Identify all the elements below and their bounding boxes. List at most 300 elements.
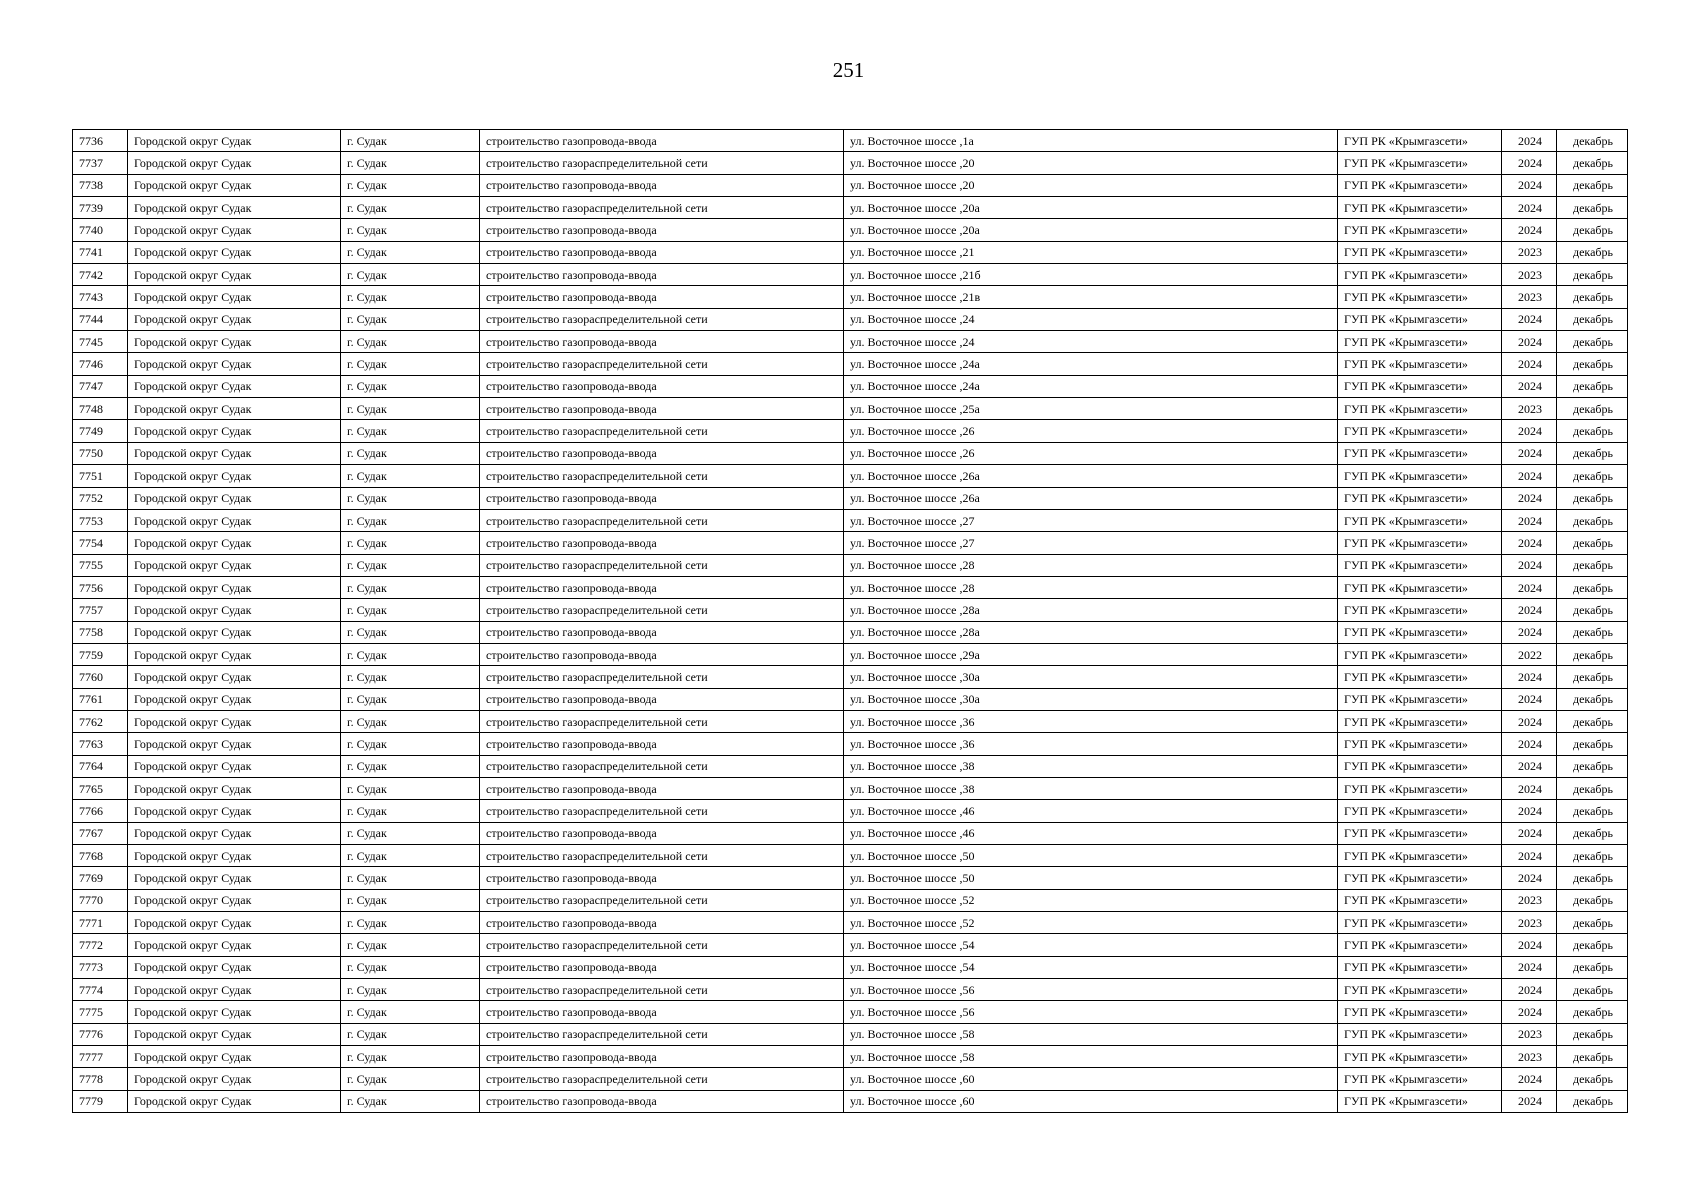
year-cell: 2024 — [1502, 867, 1557, 889]
address-cell: ул. Восточное шоссе ,26а — [844, 487, 1338, 509]
month-cell: декабрь — [1557, 777, 1628, 799]
table-row — [73, 666, 1628, 688]
address-cell: ул. Восточное шоссе ,24а — [844, 375, 1338, 397]
district-cell: Городской округ Судак — [128, 308, 341, 330]
city-cell: г. Судак — [341, 1001, 480, 1023]
month-cell: декабрь — [1557, 420, 1628, 442]
district-cell: Городской округ Судак — [128, 286, 341, 308]
row-number-cell: 7776 — [73, 1023, 128, 1045]
table-row — [73, 554, 1628, 576]
month-cell: декабрь — [1557, 666, 1628, 688]
address-cell: ул. Восточное шоссе ,30а — [844, 666, 1338, 688]
work-type-cell: строительство газопровода-ввода — [480, 912, 844, 934]
organization-cell: ГУП РК «Крымгазсети» — [1338, 755, 1502, 777]
address-cell: ул. Восточное шоссе ,25а — [844, 398, 1338, 420]
district-cell: Городской округ Судак — [128, 1068, 341, 1090]
organization-cell: ГУП РК «Крымгазсети» — [1338, 375, 1502, 397]
district-cell: Городской округ Судак — [128, 420, 341, 442]
district-cell: Городской округ Судак — [128, 264, 341, 286]
address-cell: ул. Восточное шоссе ,21 — [844, 241, 1338, 263]
year-cell: 2024 — [1502, 353, 1557, 375]
address-cell: ул. Восточное шоссе ,52 — [844, 889, 1338, 911]
row-number-cell: 7762 — [73, 710, 128, 732]
month-cell: декабрь — [1557, 197, 1628, 219]
organization-cell: ГУП РК «Крымгазсети» — [1338, 576, 1502, 598]
work-type-cell: строительство газораспределительной сети — [480, 420, 844, 442]
district-cell: Городской округ Судак — [128, 934, 341, 956]
row-number-cell: 7766 — [73, 800, 128, 822]
address-cell: ул. Восточное шоссе ,29а — [844, 643, 1338, 665]
organization-cell: ГУП РК «Крымгазсети» — [1338, 666, 1502, 688]
work-type-cell: строительство газопровода-ввода — [480, 621, 844, 643]
month-cell: декабрь — [1557, 442, 1628, 464]
city-cell: г. Судак — [341, 197, 480, 219]
work-type-cell: строительство газораспределительной сети — [480, 197, 844, 219]
work-type-cell: строительство газопровода-ввода — [480, 643, 844, 665]
address-cell: ул. Восточное шоссе ,36 — [844, 710, 1338, 732]
year-cell: 2024 — [1502, 979, 1557, 1001]
city-cell: г. Судак — [341, 152, 480, 174]
month-cell: декабрь — [1557, 264, 1628, 286]
address-cell: ул. Восточное шоссе ,27 — [844, 509, 1338, 531]
row-number-cell: 7738 — [73, 174, 128, 196]
address-cell: ул. Восточное шоссе ,60 — [844, 1068, 1338, 1090]
work-type-cell: строительство газораспределительной сети — [480, 889, 844, 911]
organization-cell: ГУП РК «Крымгазсети» — [1338, 822, 1502, 844]
organization-cell: ГУП РК «Крымгазсети» — [1338, 241, 1502, 263]
year-cell: 2024 — [1502, 532, 1557, 554]
district-cell: Городской округ Судак — [128, 755, 341, 777]
month-cell: декабрь — [1557, 621, 1628, 643]
year-cell: 2024 — [1502, 934, 1557, 956]
year-cell: 2024 — [1502, 487, 1557, 509]
year-cell: 2024 — [1502, 1068, 1557, 1090]
month-cell: декабрь — [1557, 599, 1628, 621]
district-cell: Городской округ Судак — [128, 576, 341, 598]
organization-cell: ГУП РК «Крымгазсети» — [1338, 1090, 1502, 1112]
work-type-cell: строительство газораспределительной сети — [480, 800, 844, 822]
year-cell: 2023 — [1502, 241, 1557, 263]
table-row — [73, 1090, 1628, 1112]
address-cell: ул. Восточное шоссе ,56 — [844, 1001, 1338, 1023]
work-type-cell: строительство газораспределительной сети — [480, 509, 844, 531]
table-row — [73, 800, 1628, 822]
year-cell: 2023 — [1502, 1046, 1557, 1068]
month-cell: декабрь — [1557, 487, 1628, 509]
table-row — [73, 755, 1628, 777]
organization-cell: ГУП РК «Крымгазсети» — [1338, 398, 1502, 420]
city-cell: г. Судак — [341, 599, 480, 621]
month-cell: декабрь — [1557, 643, 1628, 665]
city-cell: г. Судак — [341, 800, 480, 822]
table-row — [73, 777, 1628, 799]
organization-cell: ГУП РК «Крымгазсети» — [1338, 979, 1502, 1001]
row-number-cell: 7746 — [73, 353, 128, 375]
district-cell: Городской округ Судак — [128, 845, 341, 867]
organization-cell: ГУП РК «Крымгазсети» — [1338, 130, 1502, 152]
address-cell: ул. Восточное шоссе ,46 — [844, 822, 1338, 844]
row-number-cell: 7745 — [73, 331, 128, 353]
district-cell: Городской округ Судак — [128, 554, 341, 576]
work-type-cell: строительство газораспределительной сети — [480, 755, 844, 777]
work-type-cell: строительство газопровода-ввода — [480, 286, 844, 308]
address-cell: ул. Восточное шоссе ,28 — [844, 554, 1338, 576]
organization-cell: ГУП РК «Крымгазсети» — [1338, 1068, 1502, 1090]
month-cell: декабрь — [1557, 822, 1628, 844]
organization-cell: ГУП РК «Крымгазсети» — [1338, 867, 1502, 889]
row-number-cell: 7759 — [73, 643, 128, 665]
address-cell: ул. Восточное шоссе ,58 — [844, 1023, 1338, 1045]
organization-cell: ГУП РК «Крымгазсети» — [1338, 442, 1502, 464]
district-cell: Городской округ Судак — [128, 800, 341, 822]
row-number-cell: 7770 — [73, 889, 128, 911]
table-row — [73, 710, 1628, 732]
year-cell: 2024 — [1502, 800, 1557, 822]
city-cell: г. Судак — [341, 979, 480, 1001]
row-number-cell: 7742 — [73, 264, 128, 286]
month-cell: декабрь — [1557, 688, 1628, 710]
row-number-cell: 7752 — [73, 487, 128, 509]
year-cell: 2024 — [1502, 308, 1557, 330]
table-row — [73, 286, 1628, 308]
work-type-cell: строительство газораспределительной сети — [480, 465, 844, 487]
organization-cell: ГУП РК «Крымгазсети» — [1338, 599, 1502, 621]
table-row — [73, 152, 1628, 174]
address-cell: ул. Восточное шоссе ,60 — [844, 1090, 1338, 1112]
work-type-cell: строительство газораспределительной сети — [480, 979, 844, 1001]
address-cell: ул. Восточное шоссе ,52 — [844, 912, 1338, 934]
city-cell: г. Судак — [341, 733, 480, 755]
year-cell: 2023 — [1502, 1023, 1557, 1045]
city-cell: г. Судак — [341, 532, 480, 554]
organization-cell: ГУП РК «Крымгазсети» — [1338, 956, 1502, 978]
year-cell: 2024 — [1502, 509, 1557, 531]
month-cell: декабрь — [1557, 1090, 1628, 1112]
row-number-cell: 7757 — [73, 599, 128, 621]
organization-cell: ГУП РК «Крымгазсети» — [1338, 912, 1502, 934]
organization-cell: ГУП РК «Крымгазсети» — [1338, 286, 1502, 308]
table-row — [73, 308, 1628, 330]
row-number-cell: 7767 — [73, 822, 128, 844]
year-cell: 2024 — [1502, 1090, 1557, 1112]
address-cell: ул. Восточное шоссе ,50 — [844, 845, 1338, 867]
work-type-cell: строительство газопровода-ввода — [480, 956, 844, 978]
district-cell: Городской округ Судак — [128, 241, 341, 263]
city-cell: г. Судак — [341, 219, 480, 241]
work-type-cell: строительство газораспределительной сети — [480, 152, 844, 174]
organization-cell: ГУП РК «Крымгазсети» — [1338, 1046, 1502, 1068]
organization-cell: ГУП РК «Крымгазсети» — [1338, 1023, 1502, 1045]
table-body — [73, 130, 1628, 1113]
table-row — [73, 509, 1628, 531]
work-type-cell: строительство газопровода-ввода — [480, 1001, 844, 1023]
year-cell: 2023 — [1502, 398, 1557, 420]
month-cell: декабрь — [1557, 219, 1628, 241]
table-row — [73, 398, 1628, 420]
work-type-cell: строительство газораспределительной сети — [480, 308, 844, 330]
year-cell: 2024 — [1502, 197, 1557, 219]
district-cell: Городской округ Судак — [128, 331, 341, 353]
row-number-cell: 7764 — [73, 755, 128, 777]
year-cell: 2023 — [1502, 912, 1557, 934]
row-number-cell: 7741 — [73, 241, 128, 263]
row-number-cell: 7755 — [73, 554, 128, 576]
row-number-cell: 7748 — [73, 398, 128, 420]
organization-cell: ГУП РК «Крымгазсети» — [1338, 889, 1502, 911]
row-number-cell: 7751 — [73, 465, 128, 487]
district-cell: Городской округ Судак — [128, 1001, 341, 1023]
table-row — [73, 1046, 1628, 1068]
organization-cell: ГУП РК «Крымгазсети» — [1338, 152, 1502, 174]
work-type-cell: строительство газопровода-ввода — [480, 733, 844, 755]
district-cell: Городской округ Судак — [128, 174, 341, 196]
table-row — [73, 219, 1628, 241]
table-row — [73, 420, 1628, 442]
work-type-cell: строительство газопровода-ввода — [480, 777, 844, 799]
table-row — [73, 1023, 1628, 1045]
row-number-cell: 7754 — [73, 532, 128, 554]
organization-cell: ГУП РК «Крымгазсети» — [1338, 174, 1502, 196]
month-cell: декабрь — [1557, 800, 1628, 822]
row-number-cell: 7772 — [73, 934, 128, 956]
year-cell: 2024 — [1502, 599, 1557, 621]
organization-cell: ГУП РК «Крымгазсети» — [1338, 308, 1502, 330]
year-cell: 2024 — [1502, 710, 1557, 732]
city-cell: г. Судак — [341, 934, 480, 956]
row-number-cell: 7756 — [73, 576, 128, 598]
district-cell: Городской округ Судак — [128, 219, 341, 241]
address-cell: ул. Восточное шоссе ,56 — [844, 979, 1338, 1001]
city-cell: г. Судак — [341, 308, 480, 330]
month-cell: декабрь — [1557, 710, 1628, 732]
city-cell: г. Судак — [341, 241, 480, 263]
month-cell: декабрь — [1557, 1001, 1628, 1023]
month-cell: декабрь — [1557, 1046, 1628, 1068]
district-cell: Городской округ Судак — [128, 956, 341, 978]
address-cell: ул. Восточное шоссе ,58 — [844, 1046, 1338, 1068]
year-cell: 2024 — [1502, 465, 1557, 487]
row-number-cell: 7777 — [73, 1046, 128, 1068]
year-cell: 2024 — [1502, 174, 1557, 196]
table-row — [73, 465, 1628, 487]
row-number-cell: 7765 — [73, 777, 128, 799]
year-cell: 2024 — [1502, 442, 1557, 464]
work-type-cell: строительство газораспределительной сети — [480, 710, 844, 732]
gas-works-table — [72, 129, 1628, 1113]
work-type-cell: строительство газопровода-ввода — [480, 1090, 844, 1112]
year-cell: 2024 — [1502, 331, 1557, 353]
table-row — [73, 688, 1628, 710]
district-cell: Городской округ Судак — [128, 643, 341, 665]
city-cell: г. Судак — [341, 554, 480, 576]
month-cell: декабрь — [1557, 554, 1628, 576]
city-cell: г. Судак — [341, 822, 480, 844]
work-type-cell: строительство газораспределительной сети — [480, 845, 844, 867]
row-number-cell: 7771 — [73, 912, 128, 934]
year-cell: 2024 — [1502, 576, 1557, 598]
organization-cell: ГУП РК «Крымгазсети» — [1338, 733, 1502, 755]
work-type-cell: строительство газораспределительной сети — [480, 934, 844, 956]
table-row — [73, 599, 1628, 621]
table-row — [73, 353, 1628, 375]
city-cell: г. Судак — [341, 666, 480, 688]
address-cell: ул. Восточное шоссе ,20 — [844, 174, 1338, 196]
month-cell: декабрь — [1557, 733, 1628, 755]
district-cell: Городской округ Судак — [128, 1046, 341, 1068]
district-cell: Городской округ Судак — [128, 152, 341, 174]
table-row — [73, 442, 1628, 464]
organization-cell: ГУП РК «Крымгазсети» — [1338, 688, 1502, 710]
organization-cell: ГУП РК «Крымгазсети» — [1338, 331, 1502, 353]
work-type-cell: строительство газопровода-ввода — [480, 487, 844, 509]
work-type-cell: строительство газораспределительной сети — [480, 599, 844, 621]
city-cell: г. Судак — [341, 465, 480, 487]
city-cell: г. Судак — [341, 353, 480, 375]
month-cell: декабрь — [1557, 889, 1628, 911]
table-row — [73, 532, 1628, 554]
organization-cell: ГУП РК «Крымгазсети» — [1338, 710, 1502, 732]
city-cell: г. Судак — [341, 912, 480, 934]
organization-cell: ГУП РК «Крымгазсети» — [1338, 643, 1502, 665]
organization-cell: ГУП РК «Крымгазсети» — [1338, 264, 1502, 286]
table-row — [73, 979, 1628, 1001]
district-cell: Городской округ Судак — [128, 710, 341, 732]
city-cell: г. Судак — [341, 867, 480, 889]
address-cell: ул. Восточное шоссе ,30а — [844, 688, 1338, 710]
organization-cell: ГУП РК «Крымгазсети» — [1338, 353, 1502, 375]
address-cell: ул. Восточное шоссе ,28а — [844, 599, 1338, 621]
city-cell: г. Судак — [341, 420, 480, 442]
month-cell: декабрь — [1557, 152, 1628, 174]
row-number-cell: 7758 — [73, 621, 128, 643]
district-cell: Городской округ Судак — [128, 375, 341, 397]
month-cell: декабрь — [1557, 286, 1628, 308]
district-cell: Городской округ Судак — [128, 398, 341, 420]
district-cell: Городской округ Судак — [128, 442, 341, 464]
row-number-cell: 7739 — [73, 197, 128, 219]
row-number-cell: 7761 — [73, 688, 128, 710]
address-cell: ул. Восточное шоссе ,38 — [844, 755, 1338, 777]
city-cell: г. Судак — [341, 956, 480, 978]
address-cell: ул. Восточное шоссе ,24 — [844, 331, 1338, 353]
city-cell: г. Судак — [341, 621, 480, 643]
city-cell: г. Судак — [341, 576, 480, 598]
table-row — [73, 845, 1628, 867]
city-cell: г. Судак — [341, 889, 480, 911]
row-number-cell: 7747 — [73, 375, 128, 397]
row-number-cell: 7779 — [73, 1090, 128, 1112]
city-cell: г. Судак — [341, 264, 480, 286]
year-cell: 2023 — [1502, 264, 1557, 286]
row-number-cell: 7768 — [73, 845, 128, 867]
row-number-cell: 7750 — [73, 442, 128, 464]
year-cell: 2024 — [1502, 777, 1557, 799]
district-cell: Городской округ Судак — [128, 688, 341, 710]
work-type-cell: строительство газопровода-ввода — [480, 241, 844, 263]
district-cell: Городской округ Судак — [128, 621, 341, 643]
organization-cell: ГУП РК «Крымгазсети» — [1338, 219, 1502, 241]
year-cell: 2024 — [1502, 130, 1557, 152]
year-cell: 2024 — [1502, 621, 1557, 643]
work-type-cell: строительство газопровода-ввода — [480, 331, 844, 353]
month-cell: декабрь — [1557, 130, 1628, 152]
organization-cell: ГУП РК «Крымгазсети» — [1338, 532, 1502, 554]
month-cell: декабрь — [1557, 241, 1628, 263]
month-cell: декабрь — [1557, 956, 1628, 978]
table-row — [73, 375, 1628, 397]
city-cell: г. Судак — [341, 375, 480, 397]
work-type-cell: строительство газопровода-ввода — [480, 130, 844, 152]
district-cell: Городской округ Судак — [128, 912, 341, 934]
address-cell: ул. Восточное шоссе ,26 — [844, 442, 1338, 464]
table-row — [73, 643, 1628, 665]
city-cell: г. Судак — [341, 1023, 480, 1045]
month-cell: декабрь — [1557, 845, 1628, 867]
month-cell: декабрь — [1557, 1068, 1628, 1090]
address-cell: ул. Восточное шоссе ,50 — [844, 867, 1338, 889]
address-cell: ул. Восточное шоссе ,20 — [844, 152, 1338, 174]
year-cell: 2024 — [1502, 219, 1557, 241]
row-number-cell: 7773 — [73, 956, 128, 978]
address-cell: ул. Восточное шоссе ,54 — [844, 934, 1338, 956]
row-number-cell: 7740 — [73, 219, 128, 241]
city-cell: г. Судак — [341, 487, 480, 509]
city-cell: г. Судак — [341, 1068, 480, 1090]
district-cell: Городской округ Судак — [128, 733, 341, 755]
district-cell: Городской округ Судак — [128, 130, 341, 152]
row-number-cell: 7743 — [73, 286, 128, 308]
table-row — [73, 934, 1628, 956]
address-cell: ул. Восточное шоссе ,38 — [844, 777, 1338, 799]
year-cell: 2024 — [1502, 554, 1557, 576]
page-number: 251 — [832, 58, 865, 82]
work-type-cell: строительство газопровода-ввода — [480, 532, 844, 554]
district-cell: Городской округ Судак — [128, 353, 341, 375]
table-row — [73, 174, 1628, 196]
address-cell: ул. Восточное шоссе ,21в — [844, 286, 1338, 308]
address-cell: ул. Восточное шоссе ,28 — [844, 576, 1338, 598]
table-row — [73, 576, 1628, 598]
month-cell: декабрь — [1557, 979, 1628, 1001]
work-type-cell: строительство газораспределительной сети — [480, 353, 844, 375]
row-number-cell: 7774 — [73, 979, 128, 1001]
month-cell: декабрь — [1557, 755, 1628, 777]
district-cell: Городской округ Судак — [128, 979, 341, 1001]
year-cell: 2022 — [1502, 643, 1557, 665]
work-type-cell: строительство газопровода-ввода — [480, 442, 844, 464]
district-cell: Городской округ Судак — [128, 1023, 341, 1045]
organization-cell: ГУП РК «Крымгазсети» — [1338, 465, 1502, 487]
year-cell: 2024 — [1502, 420, 1557, 442]
month-cell: декабрь — [1557, 375, 1628, 397]
work-type-cell: строительство газораспределительной сети — [480, 1023, 844, 1045]
year-cell: 2024 — [1502, 375, 1557, 397]
district-cell: Городской округ Судак — [128, 867, 341, 889]
district-cell: Городской округ Судак — [128, 197, 341, 219]
table-row — [73, 889, 1628, 911]
table-row — [73, 1001, 1628, 1023]
district-cell: Городской округ Судак — [128, 509, 341, 531]
table-row — [73, 197, 1628, 219]
organization-cell: ГУП РК «Крымгазсети» — [1338, 420, 1502, 442]
month-cell: декабрь — [1557, 934, 1628, 956]
district-cell: Городской округ Судак — [128, 465, 341, 487]
address-cell: ул. Восточное шоссе ,36 — [844, 733, 1338, 755]
address-cell: ул. Восточное шоссе ,46 — [844, 800, 1338, 822]
year-cell: 2024 — [1502, 845, 1557, 867]
row-number-cell: 7760 — [73, 666, 128, 688]
row-number-cell: 7749 — [73, 420, 128, 442]
